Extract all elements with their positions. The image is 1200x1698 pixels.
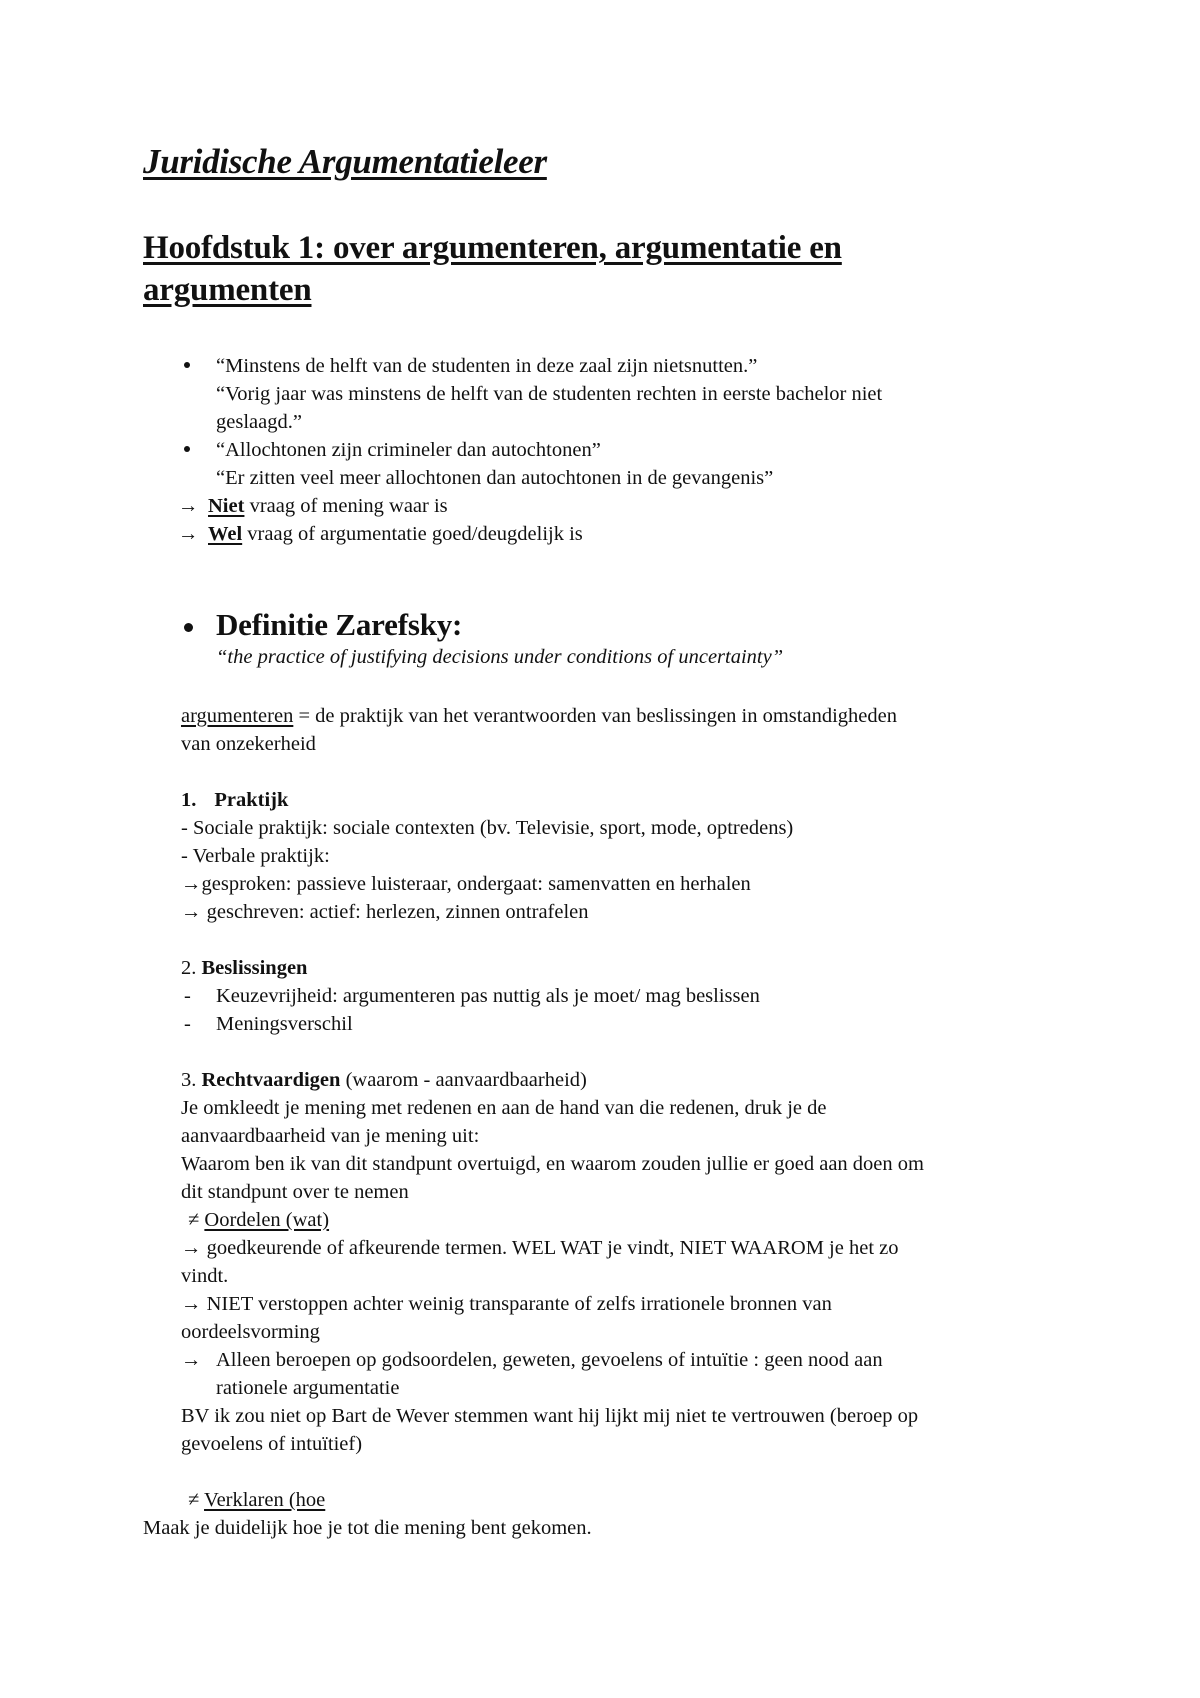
example-1-support: “Vorig jaar was minstens de helft van de studenten rechten in eerste bachelor niet	[216, 383, 883, 405]
contrast-explaining	[188, 1486, 325, 1514]
judging-point-text: NIET verstoppen achter weinig transparante of zelfs irrationele bronnen van	[201, 1293, 832, 1315]
section-1-line	[181, 870, 751, 898]
arrow-right-icon: →	[178, 495, 199, 517]
point-not	[178, 492, 448, 520]
example-2-support: “Er zitten veel meer allochtonen dan autochtonen in de gevangenis”	[216, 467, 774, 489]
arrow-right-icon: →	[181, 1349, 202, 1371]
document-title: Juridische Argumentatieleer	[143, 142, 547, 181]
not-equal-icon: ≠	[188, 1489, 200, 1511]
section-1-number: 1.	[181, 789, 197, 811]
judging-point	[181, 1234, 899, 1262]
contrast-explaining-label: Verklaren (hoe	[204, 1489, 326, 1511]
section-3-paragraph: Je omkleedt je mening met redenen en aan de hand van die redenen, druk je de	[181, 1097, 827, 1119]
section-2-item: Keuzevrijheid: argumenteren pas nuttig als je moet/ mag beslissen	[216, 985, 760, 1007]
section-1-line: - Sociale praktijk: sociale contexten (bv. Televisie, sport, mode, optredens)	[181, 817, 794, 839]
section-2-item: Meningsverschil	[216, 1013, 353, 1035]
section-2-number: 2.	[181, 957, 202, 979]
closing-line: Maak je duidelijk hoe je tot die mening bent gekomen.	[143, 1517, 592, 1539]
section-1-heading	[181, 786, 288, 814]
judging-point-cont: oordeelsvorming	[181, 1321, 320, 1343]
section-1-spoken: gesproken: passieve luisteraar, ondergaat: samenvatten en herhalen	[201, 873, 751, 895]
section-2-dash: -	[184, 985, 191, 1007]
argumenteren-definition-cont: van onzekerheid	[181, 733, 316, 755]
point-well	[178, 520, 583, 548]
example-bv-cont: gevoelens of intuïtief)	[181, 1433, 363, 1455]
section-1-line	[181, 898, 589, 926]
section-3-subtitle: (waarom - aanvaardbaarheid)	[340, 1069, 587, 1091]
judging-point-cont: rationele argumentatie	[216, 1377, 400, 1399]
not-equal-icon: ≠	[188, 1209, 200, 1231]
judging-point-text: goedkeurende of afkeurende termen. WEL WAT je vindt, NIET WAAROM je het zo	[201, 1237, 899, 1259]
section-3-paragraph: aanvaardbaarheid van je mening uit:	[181, 1125, 480, 1147]
point-not-keyword: Niet	[208, 495, 245, 517]
section-1-line: - Verbale praktijk:	[181, 845, 330, 867]
bullet-icon	[184, 623, 193, 632]
section-2-dash: -	[184, 1013, 191, 1035]
point-not-text: vraag of mening waar is	[244, 495, 448, 517]
arrow-right-icon: →	[181, 1237, 202, 1259]
point-well-keyword: Wel	[208, 523, 243, 545]
argumenteren-term: argumenteren	[181, 705, 294, 727]
arrow-right-icon: →	[181, 873, 202, 895]
argumenteren-text: = de praktijk van het verantwoorden van beslissingen in omstandigheden	[293, 705, 897, 727]
section-3-paragraph: dit standpunt over te nemen	[181, 1181, 409, 1203]
contrast-judging-label: Oordelen (wat)	[204, 1209, 330, 1231]
point-well-text: vraag of argumentatie goed/deugdelijk is	[242, 523, 583, 545]
judging-point	[181, 1290, 832, 1318]
judging-point-text: Alleen beroepen op godsoordelen, geweten, gevoelens of intuïtie : geen nood aan	[216, 1349, 883, 1371]
example-1-support-cont: geslaagd.”	[216, 411, 302, 433]
section-2-title: Beslissingen	[201, 957, 308, 979]
bullet-icon	[184, 446, 190, 452]
contrast-judging	[188, 1206, 329, 1234]
arrow-right-icon: →	[178, 523, 199, 545]
judging-point	[181, 1346, 883, 1374]
section-3-paragraph: Waarom ben ik van dit standpunt overtuigd, en waarom zouden jullie er goed aan doen om	[181, 1153, 924, 1175]
example-bv: BV ik zou niet op Bart de Wever stemmen want hij lijkt mij niet te vertrouwen (beroep op	[181, 1405, 919, 1427]
section-1-written: geschreven: actief: herlezen, zinnen ontrafelen	[201, 901, 589, 923]
section-2-heading	[181, 954, 307, 982]
definition-quote: “the practice of justifying decisions under conditions of uncertainty”	[216, 646, 784, 668]
section-3-heading	[181, 1066, 587, 1094]
definition-heading: Definitie Zarefsky:	[216, 607, 463, 642]
example-2-claim: “Allochtonen zijn crimineler dan autochtonen”	[216, 439, 601, 461]
judging-point-cont: vindt.	[181, 1265, 229, 1287]
bullet-icon	[184, 362, 190, 368]
section-3-number: 3.	[181, 1069, 202, 1091]
section-3-title: Rechtvaardigen	[201, 1069, 341, 1091]
argumenteren-definition	[181, 702, 897, 730]
example-1-claim: “Minstens de helft van de studenten in deze zaal zijn nietsnutten.”	[216, 355, 758, 377]
chapter-heading-line2: argumenten	[143, 272, 312, 308]
chapter-heading-line1: Hoofdstuk 1: over argumenteren, argumentatie en	[143, 230, 842, 266]
section-1-title: Praktijk	[214, 789, 289, 811]
arrow-right-icon: →	[181, 1293, 202, 1315]
arrow-right-icon: →	[181, 901, 202, 923]
